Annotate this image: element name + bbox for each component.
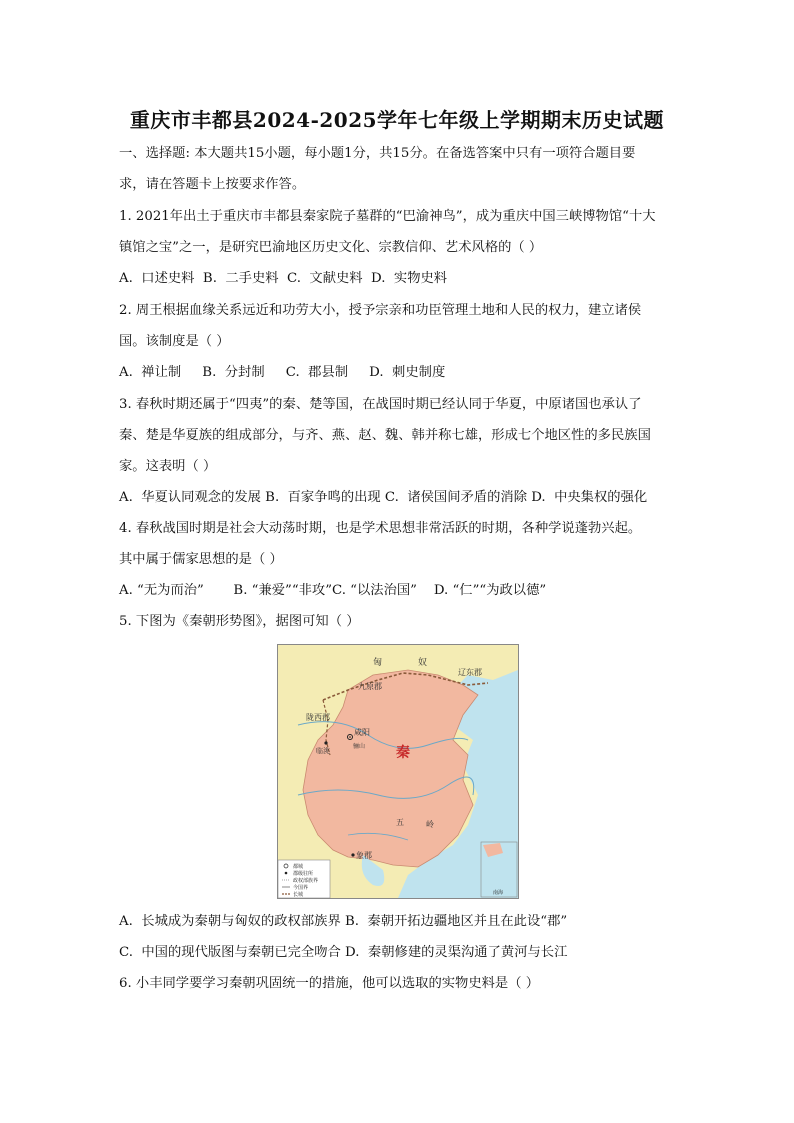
q6-line-1: 6. 小丰同学要学习秦朝巩固统一的措施，他可以选取的实物史料是（ ） bbox=[119, 976, 540, 991]
q4-line-2: 其中属于儒家思想的是（ ） bbox=[119, 552, 283, 567]
legend-border: 今国界 bbox=[293, 885, 309, 891]
legend-boundary: 政权部族界 bbox=[293, 878, 319, 884]
q4-line-1: 4. 春秋战国时期是社会大动荡时期，也是学术思想非常活跃的时期，各种学说蓬勃兴起。 bbox=[119, 521, 642, 536]
q5-option-line-1: A. 长城成为秦朝与匈奴的政权部族界 B. 秦朝开拓边疆地区并且在此设“郡” bbox=[119, 914, 568, 929]
label-qin: 秦 bbox=[396, 745, 410, 761]
label-xiang: 象郡 bbox=[356, 851, 372, 860]
q5-line-1: 5. 下图为《秦朝形势图》，据图可知（ ） bbox=[119, 614, 360, 629]
qin-dynasty-map bbox=[277, 644, 519, 899]
label-lishan: 骊山 bbox=[353, 743, 366, 750]
q3-options: A. 华夏认同观念的发展 B. 百家争鸣的出现 C. 诸侯国间矛盾的消除 D. 中央集权的强化 bbox=[119, 490, 648, 505]
q3-line-2: 秦、楚是华夏族的组成部分，与齐、燕、赵、魏、韩并称七雄，形成七个地区性的多民族国 bbox=[119, 428, 651, 443]
q1-line-1: 1. 2021年出土于重庆市丰都县秦家院子墓群的“巴渝神鸟”，成为重庆中国三峡博物馆“十大 bbox=[119, 209, 656, 224]
legend-seat-symbol bbox=[285, 872, 288, 875]
q1-line-2: 镇馆之宝”之一，是研究巴渝地区历史文化、宗教信仰、艺术风格的（ ） bbox=[119, 240, 543, 255]
label-xiongnu-2: 奴 bbox=[418, 658, 428, 668]
legend-wall: 长城 bbox=[293, 892, 304, 898]
legend-seat: 郡级驻所 bbox=[293, 871, 314, 877]
page-title: 重庆市丰都县2024-2025学年七年级上学期期末历史试题 bbox=[129, 108, 665, 132]
section-intro-line-2: 求，请在答题卡上按要求作答。 bbox=[119, 177, 306, 192]
section-intro-line-1: 一、选择题: 本大题共15小题，每小题1分，共15分。在备选答案中只有一项符合题目要 bbox=[119, 146, 636, 161]
label-ling: 岭 bbox=[426, 820, 434, 829]
q3-line-1: 3. 春秋时期还属于“四夷”的秦、楚等国，在战国时期已经认同于华夏，中原诸国也承认了 bbox=[119, 397, 642, 412]
legend-capital: 都城 bbox=[293, 864, 304, 870]
label-liaodong: 辽东郡 bbox=[458, 668, 482, 677]
lintao-marker bbox=[324, 741, 327, 744]
q2-line-1: 2. 周王根据血缘关系远近和功劳大小，授予宗亲和功臣管理土地和人民的权力，建立诸侯 bbox=[119, 303, 642, 318]
q1-options: A. 口述史料 B. 二手史料 C. 文献史料 D. 实物史料 bbox=[119, 271, 448, 286]
label-wu: 五 bbox=[396, 818, 404, 827]
label-jiuyuan: 九原郡 bbox=[358, 682, 382, 691]
q2-line-2: 国。该制度是（ ） bbox=[119, 334, 230, 349]
q5-option-line-2: C. 中国的现代版图与秦朝已完全吻合 D. 秦朝修建的灵渠沟通了黄河与长江 bbox=[119, 945, 568, 960]
label-lintao: 临洮 bbox=[316, 747, 330, 755]
xiang-marker bbox=[351, 853, 354, 856]
label-nanhai: 南海 bbox=[493, 890, 504, 896]
label-longxi: 陇西郡 bbox=[306, 713, 330, 722]
q4-options: A. “无为而治” B. “兼爱”“非攻”C. “以法治国” D. “仁”“为政以德” bbox=[119, 583, 547, 598]
xianyang-dot bbox=[349, 736, 351, 738]
q2-options: A. 禅让制 B. 分封制 C. 郡县制 D. 刺史制度 bbox=[119, 365, 446, 380]
q3-line-3: 家。这表明（ ） bbox=[119, 459, 217, 474]
label-xianyang: 咸阳 bbox=[354, 728, 370, 737]
label-xiongnu-1: 匈 bbox=[373, 658, 383, 668]
